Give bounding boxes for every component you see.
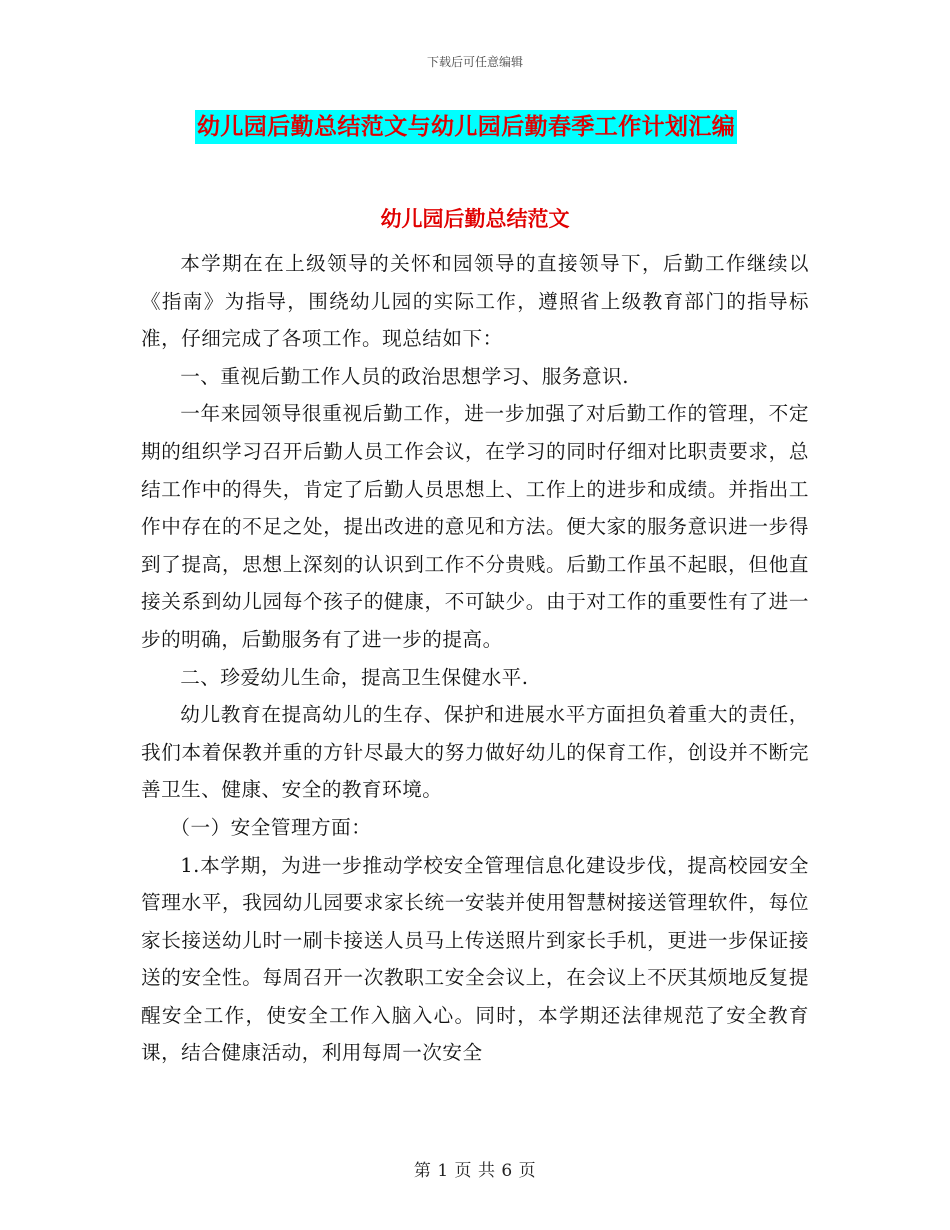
heading-1: 一、重视后勤工作人员的政治思想学习、服务意识.	[180, 364, 629, 388]
subheading-safety: （一）安全管理方面：	[170, 815, 372, 839]
document-title: 幼儿园后勤总结范文与幼儿园后勤春季工作计划汇编	[195, 110, 737, 144]
paragraph-1: 一年来园领导很重视后勤工作，进一步加强了对后勤工作的管理，不定期的组织学习召开后勤人员工作会议，在学习的同时仔细对比职责要求，总结工作中的得失，肯定了后勤人员思想上、工作上的进步和成绩。并指出工作中存在的不足之处，提出改进的意见和方法。便大家的服务意识进一步得到了提高，思想上深刻的认识到工作不分贵贱。后勤工作虽不起眼，但他直接关系到幼儿园每个孩子的健康，不可缺少。由于对工作的重要性有了进一步的明确，后勤服务有了进一步的提高。	[141, 402, 809, 651]
paragraph-intro: 本学期在在上级领导的关怀和园领导的直接领导下，后勤工作继续以《指南》为指导，围绕幼儿园的实际工作，遵照省上级教育部门的指导标准，仔细完成了各项工作。现总结如下：	[141, 252, 809, 351]
heading-2: 二、珍爱幼儿生命，提高卫生保健水平.	[180, 665, 529, 689]
section-title: 幼儿园后勤总结范文	[380, 206, 570, 231]
document-body	[141, 245, 809, 1072]
paragraph-safety-1: 1.本学期，为进一步推动学校安全管理信息化建设步伐，提高校园安全管理水平，我园幼儿园要求家长统一安装并使用智慧树接送管理软件，每位家长接送幼儿时一刷卡接送人员马上传送照片到家长手机，更进一步保证接送的安全性。每周召开一次教职工安全会议上，在会议上不厌其烦地反复提醒安全工作，使安全工作入脑入心。同时，本学期还法律规范了安全教育课，结合健康活动，利用每周一次安全	[141, 853, 809, 1065]
header-note: 下载后可任意编辑	[426, 55, 523, 69]
paragraph-2: 幼儿教育在提高幼儿的生存、保护和进展水平方面担负着重大的责任，我们本着保教并重的方针尽最大的努力做好幼儿的保育工作，创设并不断完善卫生、健康、安全的教育环境。	[141, 703, 809, 802]
page-footer: 第 1 页 共 6 页	[413, 1161, 537, 1181]
